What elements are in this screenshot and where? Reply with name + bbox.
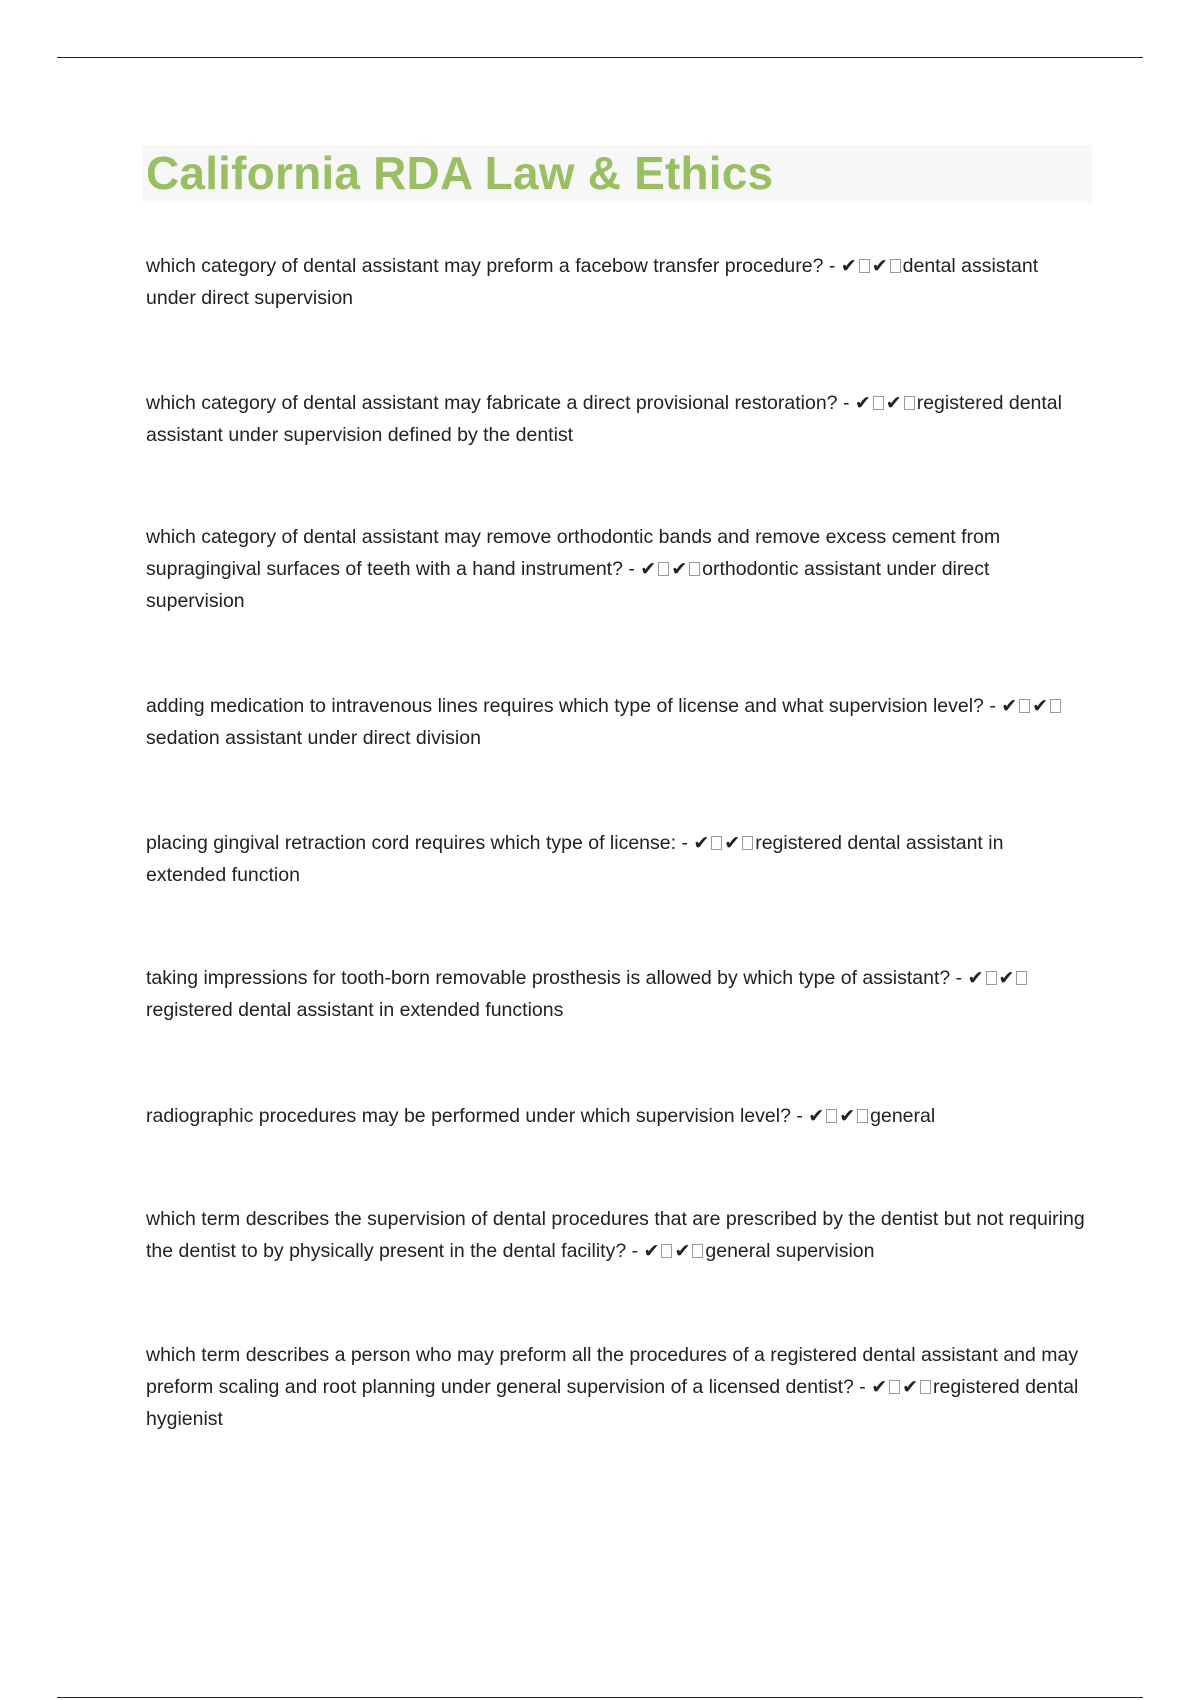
check-icon: ✔ [840, 255, 857, 277]
answer-text: registered dental assistant in extended function [146, 832, 1004, 886]
qa-item-9: which term describes a person who may preform all the procedures of a registered dental assistant and may preform scaling and root planning under general supervision of a licensed dentist? - ✔ ✔ registered dental hygienist [146, 1344, 1079, 1430]
answer-text: registered dental assistant in extended functions [146, 999, 564, 1021]
top-rule [57, 57, 1143, 58]
box-glyph-icon [1019, 699, 1030, 713]
question-text: which category of dental assistant may fabricate a direct provisional restoration? [146, 392, 838, 414]
qa-item-3: which category of dental assistant may remove orthodontic bands and remove excess cement from supragingival surfaces of teeth with a hand instrument? - ✔ ✔ orthodontic assistant under direct supervision [146, 526, 1001, 612]
question-text: radiographic procedures may be performed under which supervision level? [146, 1105, 791, 1127]
question-text: adding medication to intravenous lines requires which type of license and what supervision level? [146, 695, 984, 717]
box-glyph-icon [873, 396, 884, 410]
box-glyph-icon [692, 1244, 703, 1258]
box-glyph-icon [859, 259, 870, 273]
check-icon: ✔ [885, 392, 902, 414]
answer-text: sedation assistant under direct division [146, 727, 481, 749]
answer-text: dental assistant under direct supervision [146, 255, 1039, 309]
box-glyph-icon [826, 1109, 837, 1123]
box-glyph-icon [1016, 971, 1027, 985]
answer-text: general supervision [705, 1240, 875, 1262]
bottom-rule [57, 1697, 1143, 1698]
question-text: which term describes a person who may preform all the procedures of a registered dental assistant and may preform scaling and root planning under general supervision of a licensed dentist? [146, 1344, 1079, 1398]
answer-text: registered dental assistant under supervision defined by the dentist [146, 392, 1062, 446]
page-title: California RDA Law & Ethics [146, 147, 774, 199]
qa-item-1: which category of dental assistant may preform a facebow transfer procedure? - ✔ ✔ dental assistant under direct supervision [146, 255, 1039, 309]
check-icon: ✔ [854, 392, 871, 414]
qa-item-2: which category of dental assistant may fabricate a direct provisional restoration? - ✔ ✔ registered dental assistant under supervision defined by the dentist [146, 392, 1062, 446]
box-glyph-icon [661, 1244, 672, 1258]
answer-text: orthodontic assistant under direct supervision [146, 558, 990, 612]
check-icon: ✔ [839, 1105, 856, 1127]
box-glyph-icon [711, 836, 722, 850]
check-icon: ✔ [674, 1240, 691, 1262]
box-glyph-icon [658, 562, 669, 576]
box-glyph-icon [904, 396, 915, 410]
check-icon: ✔ [902, 1376, 919, 1398]
check-icon: ✔ [998, 967, 1015, 989]
check-icon: ✔ [1032, 695, 1049, 717]
answer-text: registered dental hygienist [146, 1376, 1079, 1430]
qa-item-7: radiographic procedures may be performed under which supervision level? - ✔ ✔ general [146, 1105, 936, 1127]
qa-item-6: taking impressions for tooth-born removable prosthesis is allowed by which type of assistant? - ✔ ✔registered dental assistant in extended functions [146, 962, 1086, 1026]
qa-item-8: which term describes the supervision of dental procedures that are prescribed by the dentist but not requiring the dentist to by physically present in the dental facility? - ✔ ✔ general supervision [146, 1208, 1085, 1262]
check-icon: ✔ [808, 1105, 825, 1127]
qa-item-5: placing gingival retraction cord requires which type of license: - ✔ ✔ registered dental assistant in extended function [146, 832, 1004, 886]
check-icon: ✔ [967, 967, 984, 989]
box-glyph-icon [857, 1109, 868, 1123]
check-icon: ✔ [871, 1376, 888, 1398]
box-glyph-icon [889, 1380, 900, 1394]
question-text: taking impressions for tooth-born removable prosthesis is allowed by which type of assistant? [146, 967, 951, 989]
answer-text: general [870, 1105, 936, 1127]
box-glyph-icon [890, 259, 901, 273]
box-glyph-icon [986, 971, 997, 985]
check-icon: ✔ [643, 1240, 660, 1262]
box-glyph-icon [689, 562, 700, 576]
check-icon: ✔ [693, 832, 710, 854]
question-text: which category of dental assistant may preform a facebow transfer procedure? [146, 255, 824, 277]
box-glyph-icon [1050, 699, 1061, 713]
question-text: placing gingival retraction cord requires which type of license: [146, 832, 677, 854]
check-icon: ✔ [640, 558, 657, 580]
check-icon: ✔ [1001, 695, 1018, 717]
check-icon: ✔ [671, 558, 688, 580]
qa-item-4: adding medication to intravenous lines requires which type of license and what supervision level? - ✔ ✔sedation assistant under direct division [146, 690, 1086, 754]
question-text: which term describes the supervision of dental procedures that are prescribed by the dentist but not requiring the dentist to by physically present in the dental facility? [146, 1208, 1085, 1262]
box-glyph-icon [742, 836, 753, 850]
question-text: which category of dental assistant may remove orthodontic bands and remove excess cement from supragingival surfaces of teeth with a hand instrument? [146, 526, 1001, 580]
box-glyph-icon [920, 1380, 931, 1394]
check-icon: ✔ [871, 255, 888, 277]
check-icon: ✔ [724, 832, 741, 854]
